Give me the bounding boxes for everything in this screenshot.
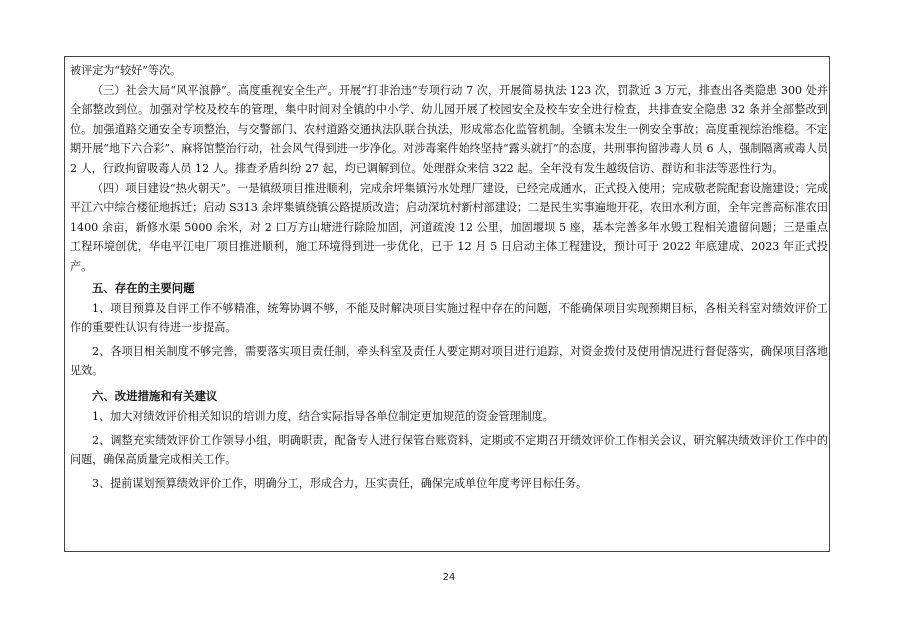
- paragraph-measure-1: 1、加大对绩效评价相关知识的培训力度，结合实际指导各单位制定更加规范的资金管理制度。: [92, 409, 554, 423]
- paragraph-project-construction: （四）项目建设“热火朝天”。一是镇级项目推进顺利，完成余坪集镇污水处理厂建设，已经完成通水，正式投入使用；完成敬老院配套设施建设；完成平江六中综合楼征地拆迁；启动 S313 余坪集镇绕镇公路提质改造；启动深坑村新村部建设；二是民生实事遍地开花，农田水利方面，全年完善高标准农田 1400 余亩，新修水渠 5000 余米，对 2 口万方山塘进行除险加固，河道疏浚 12 公里，加固堰坝 5 座，基本完善多年水毁工程相关遗留问题；三是重点工程环境创优，华电平江电厂项目推进顺利，施工环境得到进一步优化，已于 12 月 5 日启动主体工程建设，预计可于 2022 年底建成、2023 年正式投产。: [70, 181, 828, 273]
- paragraph-evaluation-result: 被评定为“较好”等次。: [70, 64, 182, 77]
- page-number: 24: [442, 572, 456, 583]
- paragraph-problem-2: 2、各项目相关制度不够完善，需要落实项目责任制，牵头科室及责任人要定期对项目进行追踪，对资金拨付及使用情况进行督促落实，确保项目落地见效。: [70, 344, 828, 378]
- paragraph-measure-2: 2、调整充实绩效评价工作领导小组，明确职责，配备专人进行保管台账资料，定期或不定期召开绩效评价工作相关会议，研究解决绩效评价工作中的问题，确保高质量完成相关工作。: [70, 433, 828, 467]
- document-body: [70, 61, 828, 493]
- paragraph-measure-3: 3、提前谋划预算绩效评价工作，明确分工，形成合力，压实责任，确保完成单位年度考评目标任务。: [92, 476, 588, 490]
- heading-improvement-measures: 六、改进措施和有关建议: [92, 388, 218, 403]
- heading-main-problems: 五、存在的主要问题: [92, 280, 195, 295]
- paragraph-problem-1: 1、项目预算及自评工作不够精准，统筹协调不够，不能及时解决项目实施过程中存在的问题，不能确保项目实现预期目标，各相关科室对绩效评价工作的重要性认识有待进一步提高。: [70, 301, 828, 335]
- paragraph-social-stability: （三）社会大局“风平浪静”。高度重视安全生产。开展“打非治违”专项行动 7 次，开展简易执法 123 次，罚款近 3 万元，排查出各类隐患 300 处并全部整改到位。加强对学校及校车的管理，集中时间对全镇的中小学、幼儿园开展了校园安全及校车安全进行检查，共排查安全隐患 32 条并全部整改到位。加强道路交通安全专项整治，与交警部门、农村道路交通执法队联合执法，形成常态化监管机制。全镇未发生一例安全事故；高度重视综治维稳。不定期开展“地下六合彩”、麻将馆整治行动，社会风气得到进一步净化。对涉毒案件始终坚持“露头就打”的态度，共刑事拘留涉毒人员 6 人，强制隔离戒毒人员 2 人，行政拘留吸毒人员 12 人。排查矛盾纠纷 27 起，均已调解到位。处理群众来信 322 起。全年没有发生越级信访、群访和非法等恶性行为。: [70, 83, 828, 175]
